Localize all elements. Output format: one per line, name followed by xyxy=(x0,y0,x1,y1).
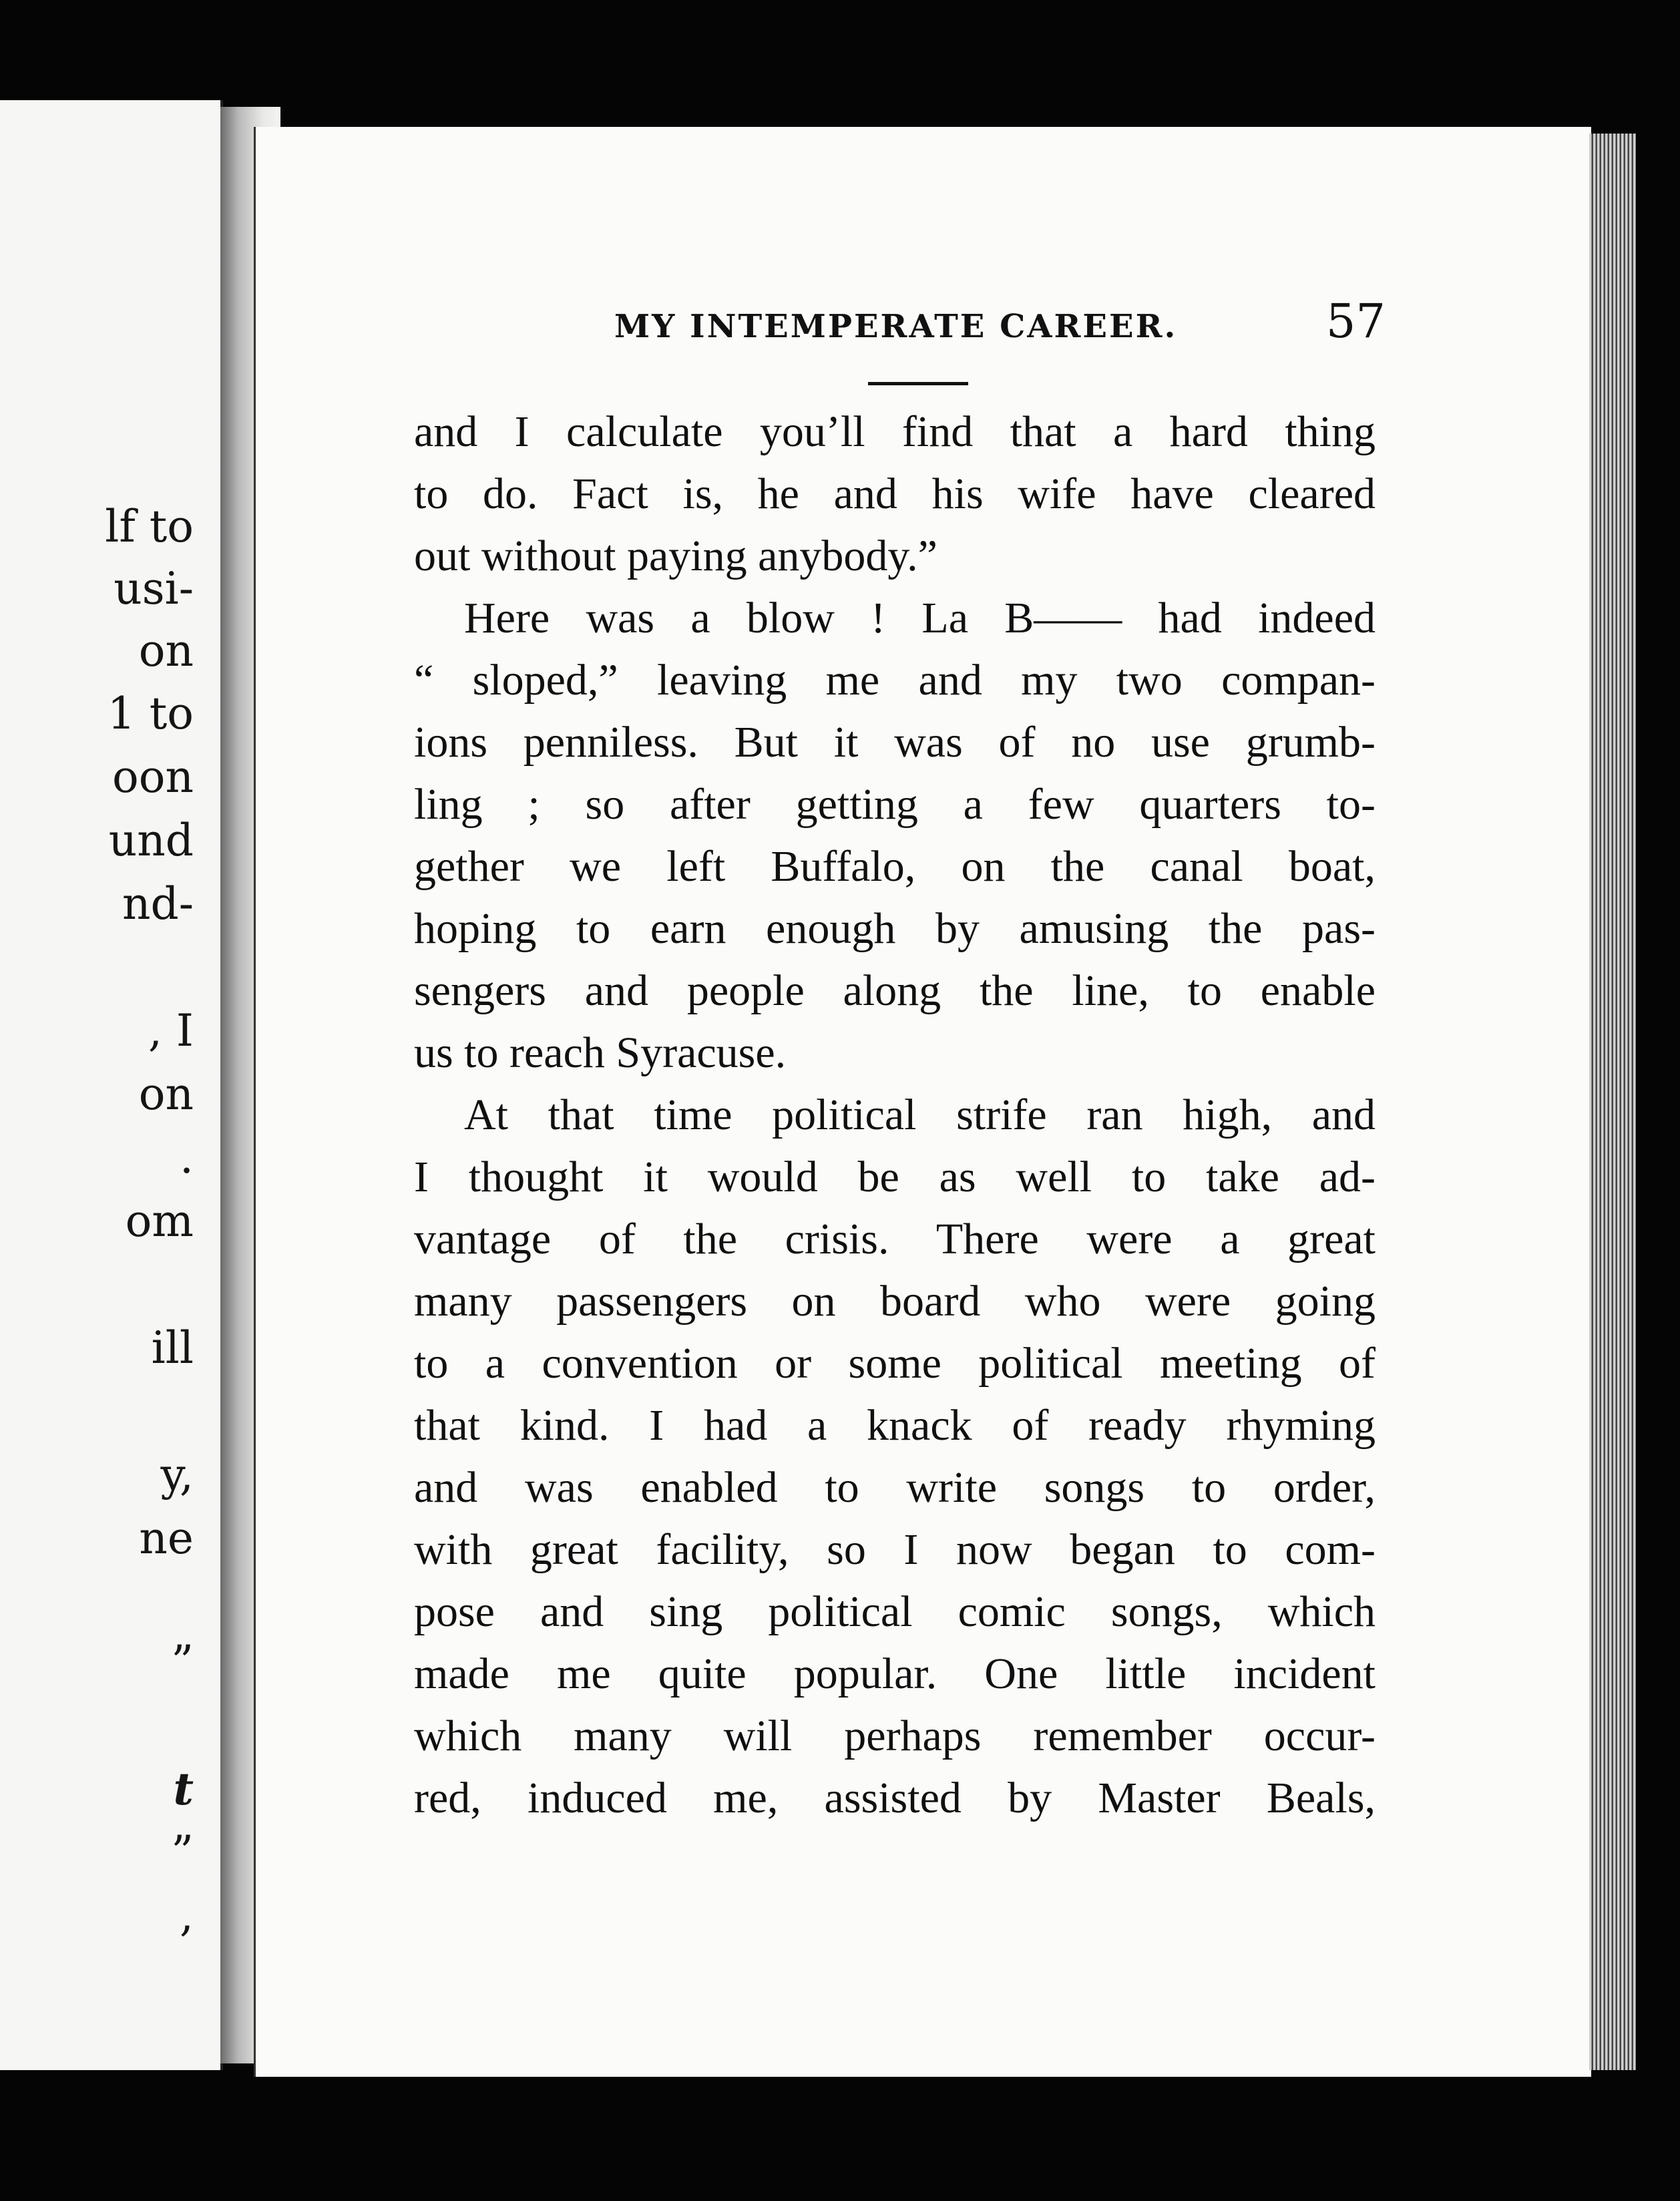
page-edge-stack xyxy=(1589,134,1636,2070)
text-line: to do. Fact is, he and his wife have cleared xyxy=(414,469,1376,518)
text-line: gether we left Buffalo, on the canal boat, xyxy=(414,842,1376,891)
text-line: out without paying anybody.” xyxy=(414,532,937,580)
text-line: “ sloped,” leaving me and my two compan- xyxy=(414,656,1376,705)
text-line: red, induced me, assisted by Master Beals, xyxy=(414,1774,1376,1822)
header-rule xyxy=(868,382,968,385)
text-line: and I calculate you’ll find that a hard thing xyxy=(414,407,1376,456)
text-line: and was enabled to write songs to order, xyxy=(414,1463,1376,1512)
left-fragment: , I xyxy=(148,1005,194,1056)
previous-page-text-fragments xyxy=(0,100,220,2070)
text-line: At that time political strife ran high, and xyxy=(464,1090,1376,1139)
text-line: us to reach Syracuse. xyxy=(414,1028,787,1077)
text-line: with great facility, so I now began to com- xyxy=(414,1525,1376,1574)
page-number: 57 xyxy=(1325,294,1386,349)
text-line: pose and sing political comic songs, which xyxy=(414,1587,1376,1636)
text-line: vantage of the crisis. There were a great xyxy=(414,1215,1376,1263)
text-line: made me quite popular. One little incident xyxy=(414,1649,1376,1698)
running-header xyxy=(364,294,1386,349)
left-fragment: usi- xyxy=(114,563,194,614)
page-body xyxy=(414,401,1376,1829)
left-fragment: nd- xyxy=(122,878,194,930)
left-fragment: t xyxy=(173,1763,194,1815)
text-line: that kind. I had a knack of ready rhyming xyxy=(414,1401,1376,1450)
text-line: Here was a blow ! La B—— had indeed xyxy=(464,594,1376,642)
previous-page xyxy=(0,100,223,2070)
left-fragment: , xyxy=(180,1890,194,1941)
text-line: to a convention or some political meeting of xyxy=(414,1339,1376,1388)
left-fragment: ne xyxy=(139,1513,194,1564)
left-fragment: ” xyxy=(171,1636,194,1687)
left-fragment: om xyxy=(125,1195,194,1247)
left-fragment: 1 to xyxy=(107,688,194,739)
left-fragment: on xyxy=(138,1068,194,1120)
left-fragment: y, xyxy=(160,1449,194,1500)
left-fragment: . xyxy=(180,1132,194,1183)
left-fragment: oon xyxy=(112,751,194,803)
text-line: sengers and people along the line, to enable xyxy=(414,966,1376,1015)
left-fragment: ” xyxy=(171,1826,194,1878)
left-fragment: ill xyxy=(151,1322,194,1374)
left-fragment: und xyxy=(108,815,194,866)
left-fragment: on xyxy=(138,625,194,676)
text-line: ling ; so after getting a few quarters to- xyxy=(414,780,1376,829)
text-line: many passengers on board who were going xyxy=(414,1277,1376,1326)
text-line: ions penniless. But it was of no use grumb- xyxy=(414,718,1376,767)
text-line: which many will perhaps remember occur- xyxy=(414,1712,1376,1760)
running-title: MY INTEMPERATE CAREER. xyxy=(614,308,1178,345)
text-line: I thought it would be as well to take ad- xyxy=(414,1153,1376,1201)
text-line: hoping to earn enough by amusing the pas- xyxy=(414,904,1376,953)
left-fragment: lf to xyxy=(105,501,194,552)
